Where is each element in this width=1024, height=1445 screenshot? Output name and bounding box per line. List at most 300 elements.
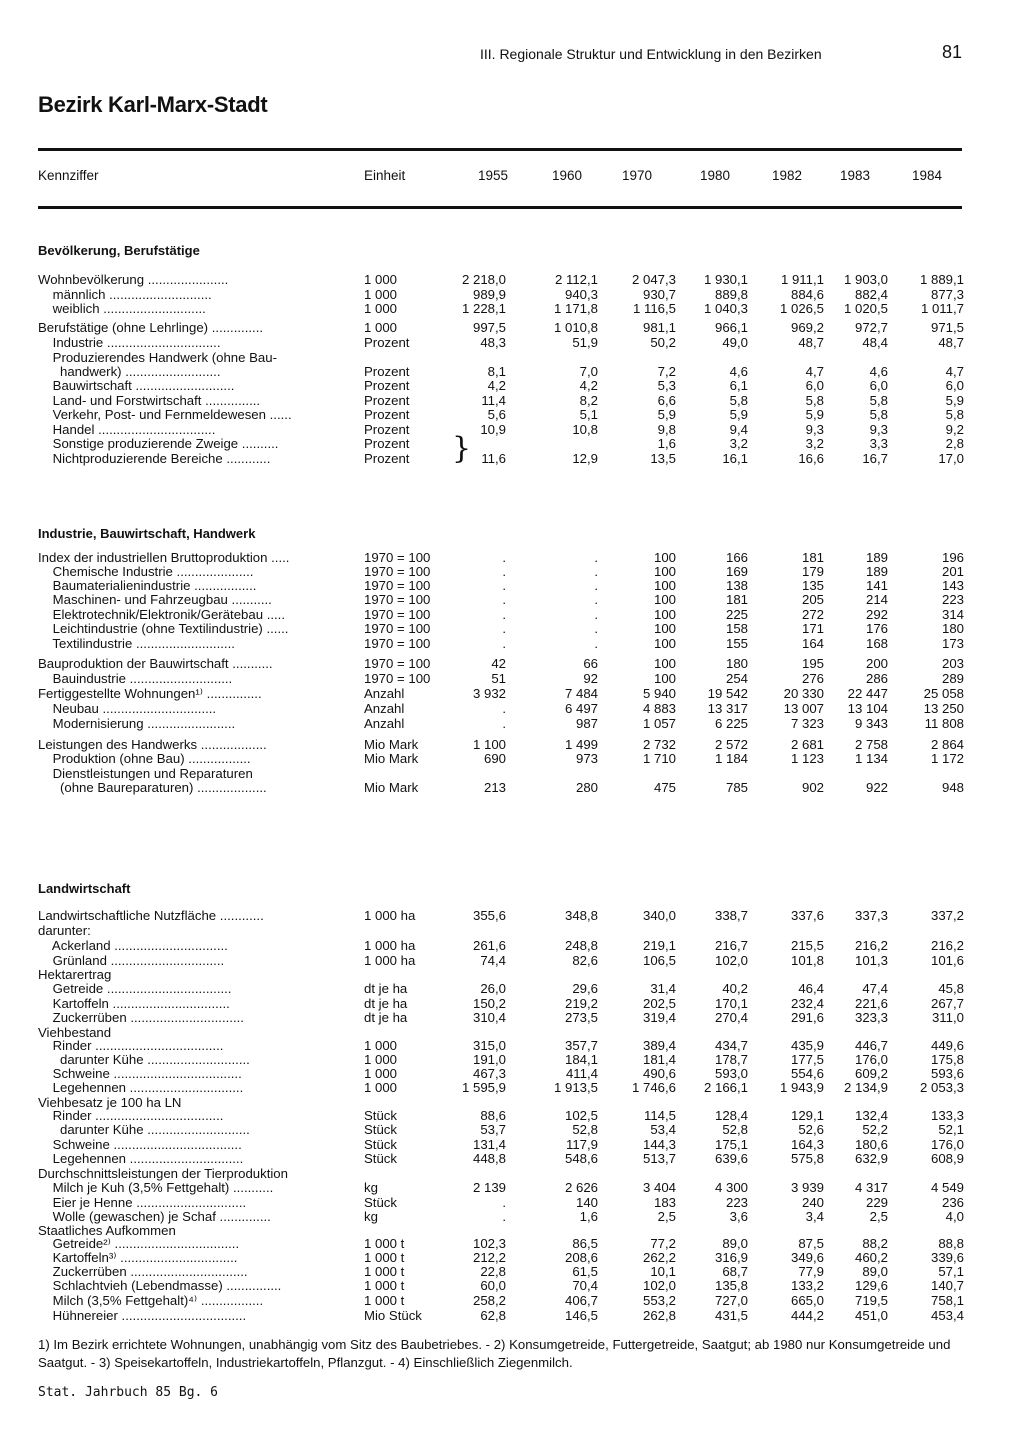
cell-value: 173 xyxy=(941,636,964,651)
column-header-einheit: Einheit xyxy=(364,168,406,183)
cell-value: 181,4 xyxy=(642,1052,676,1067)
row-unit: kg xyxy=(364,1180,378,1195)
cell-value: 189 xyxy=(865,564,888,579)
cell-value: 311,0 xyxy=(931,1010,964,1025)
cell-value: 291,6 xyxy=(790,1010,824,1025)
row-label: darunter: xyxy=(38,923,91,938)
table-row xyxy=(38,1080,962,1095)
row-label: Bauwirtschaft ........................... xyxy=(38,378,235,393)
row-unit: Mio Mark xyxy=(364,751,419,766)
row-label: Eier je Henne .............................. xyxy=(38,1195,247,1210)
row-label: Getreide .................................. xyxy=(38,981,232,996)
table-row xyxy=(38,1264,962,1279)
cell-value: 48,7 xyxy=(798,335,824,350)
row-unit: 1 000 t xyxy=(364,1236,405,1251)
cell-value: 89,0 xyxy=(722,1236,748,1251)
column-header-kennziffer: Kennziffer xyxy=(38,168,99,183)
cell-value: 9,3 xyxy=(869,422,888,437)
table-row xyxy=(38,1108,962,1123)
cell-value: . xyxy=(502,550,506,565)
cell-value: 1 913,5 xyxy=(554,1080,598,1095)
cell-value: 490,6 xyxy=(642,1066,676,1081)
row-label: Schlachtvieh (Lebendmasse) ............... xyxy=(38,1278,282,1293)
cell-value: 223 xyxy=(725,1195,748,1210)
cell-value: 166 xyxy=(725,550,748,565)
row-label: Wolle (gewaschen) je Schaf .............. xyxy=(38,1209,271,1224)
cell-value: 1 172 xyxy=(930,751,964,766)
cell-value: 884,6 xyxy=(790,287,824,302)
cell-value: 4 549 xyxy=(930,1180,964,1195)
cell-value: 13 104 xyxy=(847,701,888,716)
cell-value: 727,0 xyxy=(714,1293,748,1308)
row-unit: 1 000 t xyxy=(364,1278,405,1293)
cell-value: 6,0 xyxy=(869,378,888,393)
cell-value: 348,8 xyxy=(564,908,598,923)
row-label: Maschinen- und Fahrzeugbau ........... xyxy=(38,592,272,607)
row-label: weiblich ............................ xyxy=(38,301,206,316)
table-row xyxy=(38,1278,962,1293)
cell-value: 276 xyxy=(801,671,824,686)
cell-value: 164,3 xyxy=(790,1137,824,1152)
cell-value: 88,2 xyxy=(862,1236,888,1251)
cell-value: 100 xyxy=(653,636,676,651)
cell-value: 5,3 xyxy=(657,378,676,393)
cell-value: 26,0 xyxy=(480,981,506,996)
cell-value: 215,5 xyxy=(790,938,824,953)
cell-value: 102,3 xyxy=(472,1236,506,1251)
table-row xyxy=(38,287,962,302)
cell-value: . xyxy=(502,621,506,636)
cell-value: 973 xyxy=(575,751,598,766)
cell-value: . xyxy=(594,621,598,636)
cell-value: 13 317 xyxy=(707,701,748,716)
cell-value: 42 xyxy=(491,656,506,671)
cell-value: 4,6 xyxy=(729,364,748,379)
cell-value: 132,4 xyxy=(854,1108,888,1123)
row-label: Leistungen des Handwerks .................. xyxy=(38,737,267,752)
table-row xyxy=(38,1293,962,1308)
cell-value: 4 317 xyxy=(854,1180,888,1195)
cell-value: 191,0 xyxy=(472,1052,506,1067)
cell-value: 1 184 xyxy=(714,751,748,766)
row-label: Leichtindustrie (ohne Textilindustrie) ...... xyxy=(38,621,289,636)
column-header-year: 1980 xyxy=(700,168,731,183)
cell-value: 89,0 xyxy=(862,1264,888,1279)
cell-value: 289 xyxy=(941,671,964,686)
cell-value: 3,6 xyxy=(729,1209,748,1224)
cell-value: 2 134,9 xyxy=(844,1080,888,1095)
row-label: Elektrotechnik/Elektronik/Gerätebau ..... xyxy=(38,607,286,622)
table-row xyxy=(38,1010,962,1025)
cell-value: 223 xyxy=(941,592,964,607)
table-row xyxy=(38,780,962,795)
cell-value: 3,3 xyxy=(869,436,888,451)
cell-value: 1 746,6 xyxy=(632,1080,676,1095)
cell-value: 3,2 xyxy=(805,436,824,451)
cell-value: 2 626 xyxy=(564,1180,598,1195)
cell-value: 183 xyxy=(653,1195,676,1210)
cell-value: 1 040,3 xyxy=(704,301,748,316)
cell-value: 168 xyxy=(865,636,888,651)
cell-value: 52,8 xyxy=(572,1122,598,1137)
cell-value: 169 xyxy=(725,564,748,579)
cell-value: 434,7 xyxy=(714,1038,748,1053)
row-label: Produktion (ohne Bau) ................. xyxy=(38,751,251,766)
cell-value: 219,2 xyxy=(564,996,598,1011)
cell-value: 100 xyxy=(653,592,676,607)
cell-value: 225 xyxy=(725,607,748,622)
row-unit: 1970 = 100 xyxy=(364,671,431,686)
cell-value: 175,8 xyxy=(930,1052,964,1067)
cell-value: 319,4 xyxy=(642,1010,676,1025)
column-header-year: 1970 xyxy=(622,168,653,183)
cell-value: 40,2 xyxy=(722,981,748,996)
table-row xyxy=(38,607,962,622)
cell-value: 17,0 xyxy=(938,451,964,466)
cell-value: . xyxy=(594,592,598,607)
cell-value: 176,0 xyxy=(930,1137,964,1152)
cell-value: 5,8 xyxy=(729,393,748,408)
section-title: Bevölkerung, Berufstätige xyxy=(38,243,200,258)
cell-value: 13,5 xyxy=(650,451,676,466)
cell-value: 2 732 xyxy=(642,737,676,752)
cell-value: 1 911,1 xyxy=(780,272,824,287)
section-title: Landwirtschaft xyxy=(38,881,131,896)
cell-value: 48,7 xyxy=(938,335,964,350)
cell-value: 10,8 xyxy=(572,422,598,437)
row-unit: 1 000 xyxy=(364,1066,398,1081)
row-unit: 1 000 ha xyxy=(364,938,416,953)
cell-value: 2 047,3 xyxy=(632,272,676,287)
cell-value: 877,3 xyxy=(930,287,964,302)
cell-value: 435,9 xyxy=(790,1038,824,1053)
cell-value: 129,6 xyxy=(854,1278,888,1293)
cell-value: 272 xyxy=(801,607,824,622)
cell-value: 460,2 xyxy=(854,1250,888,1265)
cell-value: 4,7 xyxy=(805,364,824,379)
cell-value: 4 300 xyxy=(714,1180,748,1195)
cell-value: 219,1 xyxy=(642,938,676,953)
table-row xyxy=(38,967,962,982)
cell-value: 2 681 xyxy=(790,737,824,752)
cell-value: 5,8 xyxy=(805,393,824,408)
row-unit: dt je ha xyxy=(364,996,408,1011)
table-row xyxy=(38,550,962,565)
table-row xyxy=(38,378,962,393)
cell-value: 200 xyxy=(865,656,888,671)
cell-value: 632,9 xyxy=(854,1151,888,1166)
table-row xyxy=(38,1308,962,1323)
cell-value: 16,7 xyxy=(862,451,888,466)
row-unit: 1970 = 100 xyxy=(364,607,431,622)
cell-value: 262,2 xyxy=(642,1250,676,1265)
cell-value: 1,6 xyxy=(579,1209,598,1224)
row-label: Verkehr, Post- und Fernmeldewesen ...... xyxy=(38,407,292,422)
table-row xyxy=(38,436,962,451)
cell-value: 205 xyxy=(801,592,824,607)
cell-value: 593,0 xyxy=(714,1066,748,1081)
cell-value: 102,0 xyxy=(714,953,748,968)
row-label: Milch je Kuh (3,5% Fettgehalt) ........... xyxy=(38,1180,274,1195)
cell-value: . xyxy=(502,592,506,607)
cell-value: 49,0 xyxy=(722,335,748,350)
cell-value: 997,5 xyxy=(472,320,506,335)
cell-value: 262,8 xyxy=(642,1308,676,1323)
cell-value: 51 xyxy=(491,671,506,686)
cell-value: 2 053,3 xyxy=(920,1080,964,1095)
cell-value: 7,2 xyxy=(657,364,676,379)
row-label: Schweine ................................... xyxy=(38,1137,242,1152)
cell-value: 141 xyxy=(865,578,888,593)
cell-value: 86,5 xyxy=(572,1236,598,1251)
cell-value: 51,9 xyxy=(572,335,598,350)
cell-value: 180 xyxy=(941,621,964,636)
cell-value: 236 xyxy=(941,1195,964,1210)
cell-value: 133,2 xyxy=(790,1278,824,1293)
row-unit: kg xyxy=(364,1209,378,1224)
cell-value: 2 218,0 xyxy=(462,272,506,287)
row-label: Schweine ................................... xyxy=(38,1066,242,1081)
cell-value: 5,9 xyxy=(945,393,964,408)
table-row xyxy=(38,671,962,686)
row-label: Viehbestand xyxy=(38,1025,112,1040)
row-unit: 1970 = 100 xyxy=(364,592,431,607)
table-header-rule xyxy=(38,206,962,209)
table-row xyxy=(38,364,962,379)
row-label: Dienstleistungen und Reparaturen xyxy=(38,766,253,781)
cell-value: 785 xyxy=(725,780,748,795)
cell-value: 101,3 xyxy=(854,953,888,968)
cell-value: 232,4 xyxy=(790,996,824,1011)
cell-value: 180,6 xyxy=(854,1137,888,1152)
cell-value: 2 139 xyxy=(472,1180,506,1195)
row-unit: Mio Mark xyxy=(364,737,419,752)
table-row xyxy=(38,1250,962,1265)
cell-value: 66 xyxy=(583,656,598,671)
row-label: Viehbesatz je 100 ha LN xyxy=(38,1095,182,1110)
cell-value: . xyxy=(502,564,506,579)
cell-value: 9,2 xyxy=(945,422,964,437)
cell-value: 53,4 xyxy=(650,1122,676,1137)
cell-value: 5,9 xyxy=(805,407,824,422)
cell-value: 258,2 xyxy=(472,1293,506,1308)
row-unit: 1970 = 100 xyxy=(364,636,431,651)
cell-value: 52,8 xyxy=(722,1122,748,1137)
table-row xyxy=(38,1151,962,1166)
cell-value: 87,5 xyxy=(798,1236,824,1251)
cell-value: 316,9 xyxy=(714,1250,748,1265)
page-title: Bezirk Karl-Marx-Stadt xyxy=(38,92,268,117)
cell-value: 13 007 xyxy=(783,701,824,716)
cell-value: 100 xyxy=(653,671,676,686)
cell-value: 45,8 xyxy=(938,981,964,996)
cell-value: 337,2 xyxy=(930,908,964,923)
cell-value: 1 903,0 xyxy=(844,272,888,287)
row-unit: Prozent xyxy=(364,335,410,350)
row-label: Legehennen ............................... xyxy=(38,1080,244,1095)
table-row xyxy=(38,953,962,968)
cell-value: 7 484 xyxy=(564,686,598,701)
cell-value: 117,9 xyxy=(565,1137,598,1152)
cell-value: . xyxy=(502,607,506,622)
table-row xyxy=(38,686,962,701)
cell-value: 930,7 xyxy=(642,287,676,302)
row-label: Rinder ................................... xyxy=(38,1108,224,1123)
cell-value: 5,8 xyxy=(869,393,888,408)
cell-value: 261,6 xyxy=(472,938,506,953)
cell-value: 5,8 xyxy=(945,407,964,422)
row-label: männlich ............................ xyxy=(38,287,212,302)
table-row xyxy=(38,1236,962,1251)
cell-value: 6 225 xyxy=(714,716,748,731)
cell-value: 575,8 xyxy=(790,1151,824,1166)
cell-value: 8,1 xyxy=(487,364,506,379)
column-header-row xyxy=(38,168,962,188)
cell-value: 690 xyxy=(483,751,506,766)
table-row xyxy=(38,1137,962,1152)
cell-value: 411,4 xyxy=(565,1066,598,1081)
table-row xyxy=(38,1195,962,1210)
cell-value: 4,6 xyxy=(869,364,888,379)
row-label: Getreide²⁾ .................................. xyxy=(38,1236,240,1251)
cell-value: 2 864 xyxy=(930,737,964,752)
cell-value: 553,2 xyxy=(642,1293,676,1308)
cell-value: 5,9 xyxy=(657,407,676,422)
cell-value: 2,5 xyxy=(869,1209,888,1224)
row-label: Berufstätige (ohne Lehrlinge) .............. xyxy=(38,320,264,335)
table-row xyxy=(38,716,962,731)
cell-value: . xyxy=(502,636,506,651)
cell-value: 989,9 xyxy=(472,287,506,302)
cell-value: . xyxy=(502,1209,506,1224)
cell-value: 1 171,8 xyxy=(554,301,598,316)
row-label: Grünland ............................... xyxy=(38,953,225,968)
row-unit: Prozent xyxy=(364,422,410,437)
row-unit: 1970 = 100 xyxy=(364,656,431,671)
cell-value: 273,5 xyxy=(564,1010,598,1025)
column-header-year: 1955 xyxy=(478,168,509,183)
cell-value: 1 930,1 xyxy=(704,272,748,287)
cell-value: 240 xyxy=(801,1195,824,1210)
cell-value: 138 xyxy=(725,578,748,593)
cell-value: 48,3 xyxy=(480,335,506,350)
cell-value: 106,5 xyxy=(642,953,676,968)
cell-value: 1 026,5 xyxy=(780,301,824,316)
cell-value: 6,6 xyxy=(657,393,676,408)
table-row xyxy=(38,621,962,636)
cell-value: 972,7 xyxy=(854,320,888,335)
table-row xyxy=(38,766,962,781)
cell-value: 475 xyxy=(653,780,676,795)
row-label: Index der industriellen Bruttoproduktion ..... xyxy=(38,550,290,565)
section-title: Industrie, Bauwirtschaft, Handwerk xyxy=(38,526,256,541)
cell-value: 248,8 xyxy=(564,938,598,953)
cell-value: 189 xyxy=(865,550,888,565)
cell-value: 11,4 xyxy=(481,393,506,408)
cell-value: 57,1 xyxy=(938,1264,964,1279)
column-header-year: 1984 xyxy=(912,168,943,183)
cell-value: 16,1 xyxy=(722,451,748,466)
cell-value: 3 939 xyxy=(790,1180,824,1195)
row-unit: 1970 = 100 xyxy=(364,578,431,593)
cell-value: 6 497 xyxy=(564,701,598,716)
cell-value: 92 xyxy=(583,671,598,686)
cell-value: 4,7 xyxy=(945,364,964,379)
row-unit: Stück xyxy=(364,1195,397,1210)
cell-value: 13 250 xyxy=(923,701,964,716)
cell-value: 195 xyxy=(801,656,824,671)
row-label: Milch (3,5% Fettgehalt)⁴⁾ ................. xyxy=(38,1293,264,1308)
cell-value: 52,1 xyxy=(938,1122,964,1137)
cell-value: 3 932 xyxy=(472,686,506,701)
row-unit: Prozent xyxy=(364,436,410,451)
cell-value: 9,8 xyxy=(657,422,676,437)
cell-value: 889,8 xyxy=(714,287,748,302)
cell-value: 229 xyxy=(865,1195,888,1210)
row-label: handwerk) .......................... xyxy=(38,364,221,379)
source-note: Stat. Jahrbuch 85 Bg. 6 xyxy=(38,1385,219,1400)
cell-value: 406,7 xyxy=(564,1293,598,1308)
cell-value: 88,8 xyxy=(938,1236,964,1251)
cell-value: 4,2 xyxy=(579,378,598,393)
table-row xyxy=(38,272,962,287)
cell-value: 310,4 xyxy=(472,1010,506,1025)
row-label: darunter Kühe ............................ xyxy=(38,1052,250,1067)
cell-value: 1 057 xyxy=(642,716,676,731)
cell-value: 177,5 xyxy=(790,1052,824,1067)
cell-value: 100 xyxy=(653,656,676,671)
cell-value: 102,5 xyxy=(564,1108,598,1123)
row-unit: 1 000 ha xyxy=(364,908,416,923)
cell-value: 22,8 xyxy=(480,1264,506,1279)
cell-value: 129,1 xyxy=(790,1108,824,1123)
page-number: 81 xyxy=(942,42,963,62)
row-label: Bauindustrie ............................ xyxy=(38,671,233,686)
row-unit: 1 000 xyxy=(364,272,398,287)
cell-value: 451,0 xyxy=(854,1308,888,1323)
cell-value: 70,4 xyxy=(572,1278,598,1293)
cell-value: 52,2 xyxy=(862,1122,888,1137)
row-label: Industrie ............................... xyxy=(38,335,221,350)
cell-value: 25 058 xyxy=(923,686,964,701)
row-unit: Anzahl xyxy=(364,686,405,701)
row-unit: 1970 = 100 xyxy=(364,550,431,565)
cell-value: 48,4 xyxy=(862,335,888,350)
cell-value: 758,1 xyxy=(930,1293,964,1308)
row-unit: Prozent xyxy=(364,451,410,466)
row-label: Zuckerrüben ............................... xyxy=(38,1010,244,1025)
table-row xyxy=(38,1180,962,1195)
table-row xyxy=(38,1166,962,1181)
table-row xyxy=(38,636,962,651)
table-row xyxy=(38,1038,962,1053)
cell-value: 181 xyxy=(725,592,748,607)
cell-value: 47,4 xyxy=(862,981,888,996)
row-label: Chemische Industrie ..................... xyxy=(38,564,254,579)
cell-value: 179 xyxy=(801,564,824,579)
cell-value: 948 xyxy=(941,780,964,795)
cell-value: 280 xyxy=(575,780,598,795)
row-label: Baumaterialienindustrie ................. xyxy=(38,578,257,593)
cell-value: 1 123 xyxy=(790,751,824,766)
cell-value: 19 542 xyxy=(707,686,748,701)
cell-value: 10,1 xyxy=(650,1264,676,1279)
cell-value: 3,4 xyxy=(805,1209,824,1224)
cell-value: 176 xyxy=(865,621,888,636)
row-unit: Stück xyxy=(364,1108,397,1123)
cell-value: 3,2 xyxy=(729,436,748,451)
row-unit: Prozent xyxy=(364,378,410,393)
